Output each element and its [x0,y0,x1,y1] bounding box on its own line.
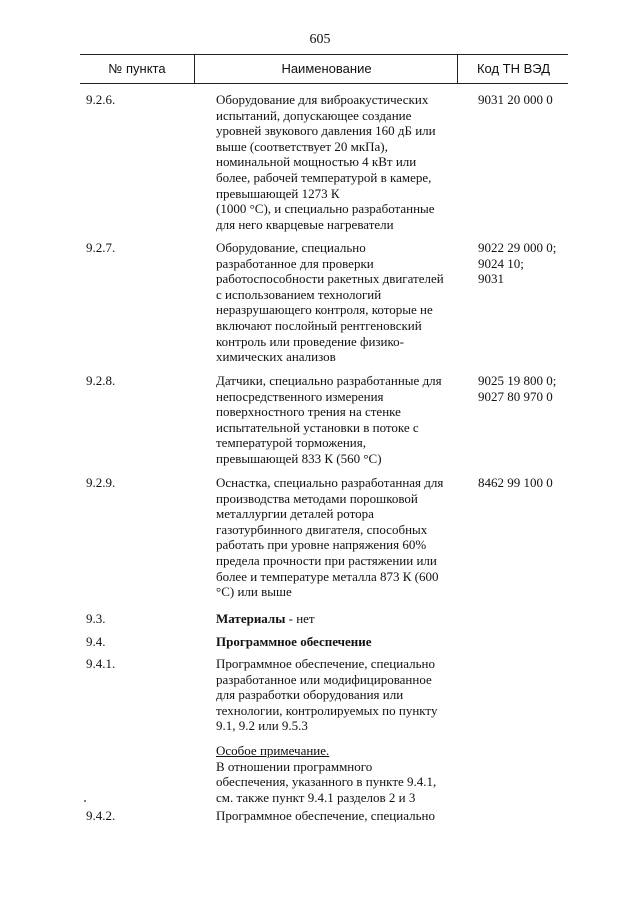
item-number: 9.4.1. [86,656,116,671]
note-line: В отношении программного [216,758,373,774]
name-line: включают послойный рентгеновский [216,317,422,333]
item-name [216,92,466,232]
scan-speck [84,800,86,802]
name-line: непосредственного измерения [216,388,384,404]
header-item-number: № пункта [108,61,166,76]
item-number: 9.4.2. [86,808,116,823]
name-line: газотурбинного двигателя, способных [216,521,428,537]
name-line: химических анализов [216,349,336,365]
name-line: Программное обеспечение, специально [216,808,435,823]
name-line: работать при уровне напряжения 60% [216,537,427,553]
name-line: Оснастка, специально разработанная для [216,475,444,490]
name-line: (1000 °С), и специально разработанные [216,201,435,217]
item-number: 9.3. [86,611,106,626]
name-line: Программное обеспечение, специально [216,656,435,671]
code-line: 9031 [478,271,504,287]
note-line: см. также пункт 9.4.1 разделов 2 и 3 [216,789,416,805]
item-name [216,240,466,365]
name-line: Оборудование для виброакустических [216,92,429,107]
name-line: разработанное для проверки [216,255,374,271]
item-code [478,373,578,404]
code-line: 9031 20 000 0 [478,92,553,107]
name-line: поверхностного трения на стенке [216,404,401,420]
name-line: 9.1, 9.2 или 9.5.3 [216,718,308,734]
header-code: Код ТН ВЭД [457,55,569,83]
name-line: технологии, контролируемых по пункту [216,702,438,718]
section-title: Программное обеспечение [216,634,372,649]
item-number: 9.2.9. [86,475,116,490]
section-title: Материалы [216,611,286,626]
item-number: 9.4. [86,634,106,649]
name-line: для него кварцевые нагреватели [216,216,394,232]
name-line: превышающей 833 К (560 °С) [216,450,382,466]
page-number: 605 [309,32,331,47]
special-note-label: Особое примечание. [216,742,330,758]
section-title-suffix: - нет [285,611,315,626]
item-code [478,240,578,287]
name-line: контроль или проведение физико- [216,333,404,349]
item-name [216,656,466,805]
name-line: производства методами порошковой [216,490,418,506]
item-name [216,634,466,650]
name-line: металлургии деталей ротора [216,506,374,522]
name-line: испытаний, допускающее создание [216,107,412,123]
name-line: более и температуре металла 873 К (600 [216,568,439,584]
note-line: обеспечения, указанного в пункте 9.4.1, [216,774,437,790]
code-line: 9024 10; [478,255,524,271]
name-line: выше (соответствует 20 мкПа), [216,138,388,154]
code-line: 9027 80 970 0 [478,388,553,404]
name-line: для разработки оборудования или [216,687,404,703]
name-line: превышающей 1273 К [216,185,340,201]
name-line: с использованием технологий [216,286,382,302]
code-line: 9022 29 000 0; [478,240,557,255]
item-number: 9.2.7. [86,240,116,255]
item-code [478,475,578,491]
name-line: разработанное или модифицированное [216,671,432,687]
name-line: более, рабочей температурой в камере, [216,169,432,185]
table-header [80,54,568,84]
header-name: Наименование [194,55,458,83]
name-line: температурой торможения, [216,435,366,451]
name-line: Датчики, специально разработанные для [216,373,442,388]
item-name [216,373,466,467]
name-line: номинальной мощностью 4 кВт или [216,154,417,170]
name-line: °С) или выше [216,584,292,600]
item-number: 9.2.6. [86,92,116,107]
item-code [478,92,578,108]
name-line: испытательной установки в потоке с [216,419,419,435]
code-line: 8462 99 100 0 [478,475,553,490]
name-line: Оборудование, специально [216,240,366,255]
name-line: уровней звукового давления 160 дБ или [216,123,436,139]
name-line: неразрушающего контроля, которые не [216,302,433,318]
code-line: 9025 19 800 0; [478,373,557,388]
name-line: работоспособности ракетных двигателей [216,271,444,287]
item-name [216,808,466,824]
item-number: 9.2.8. [86,373,116,388]
name-line: предела прочности при растяжении или [216,552,437,568]
item-name [216,611,466,627]
item-name [216,475,466,600]
